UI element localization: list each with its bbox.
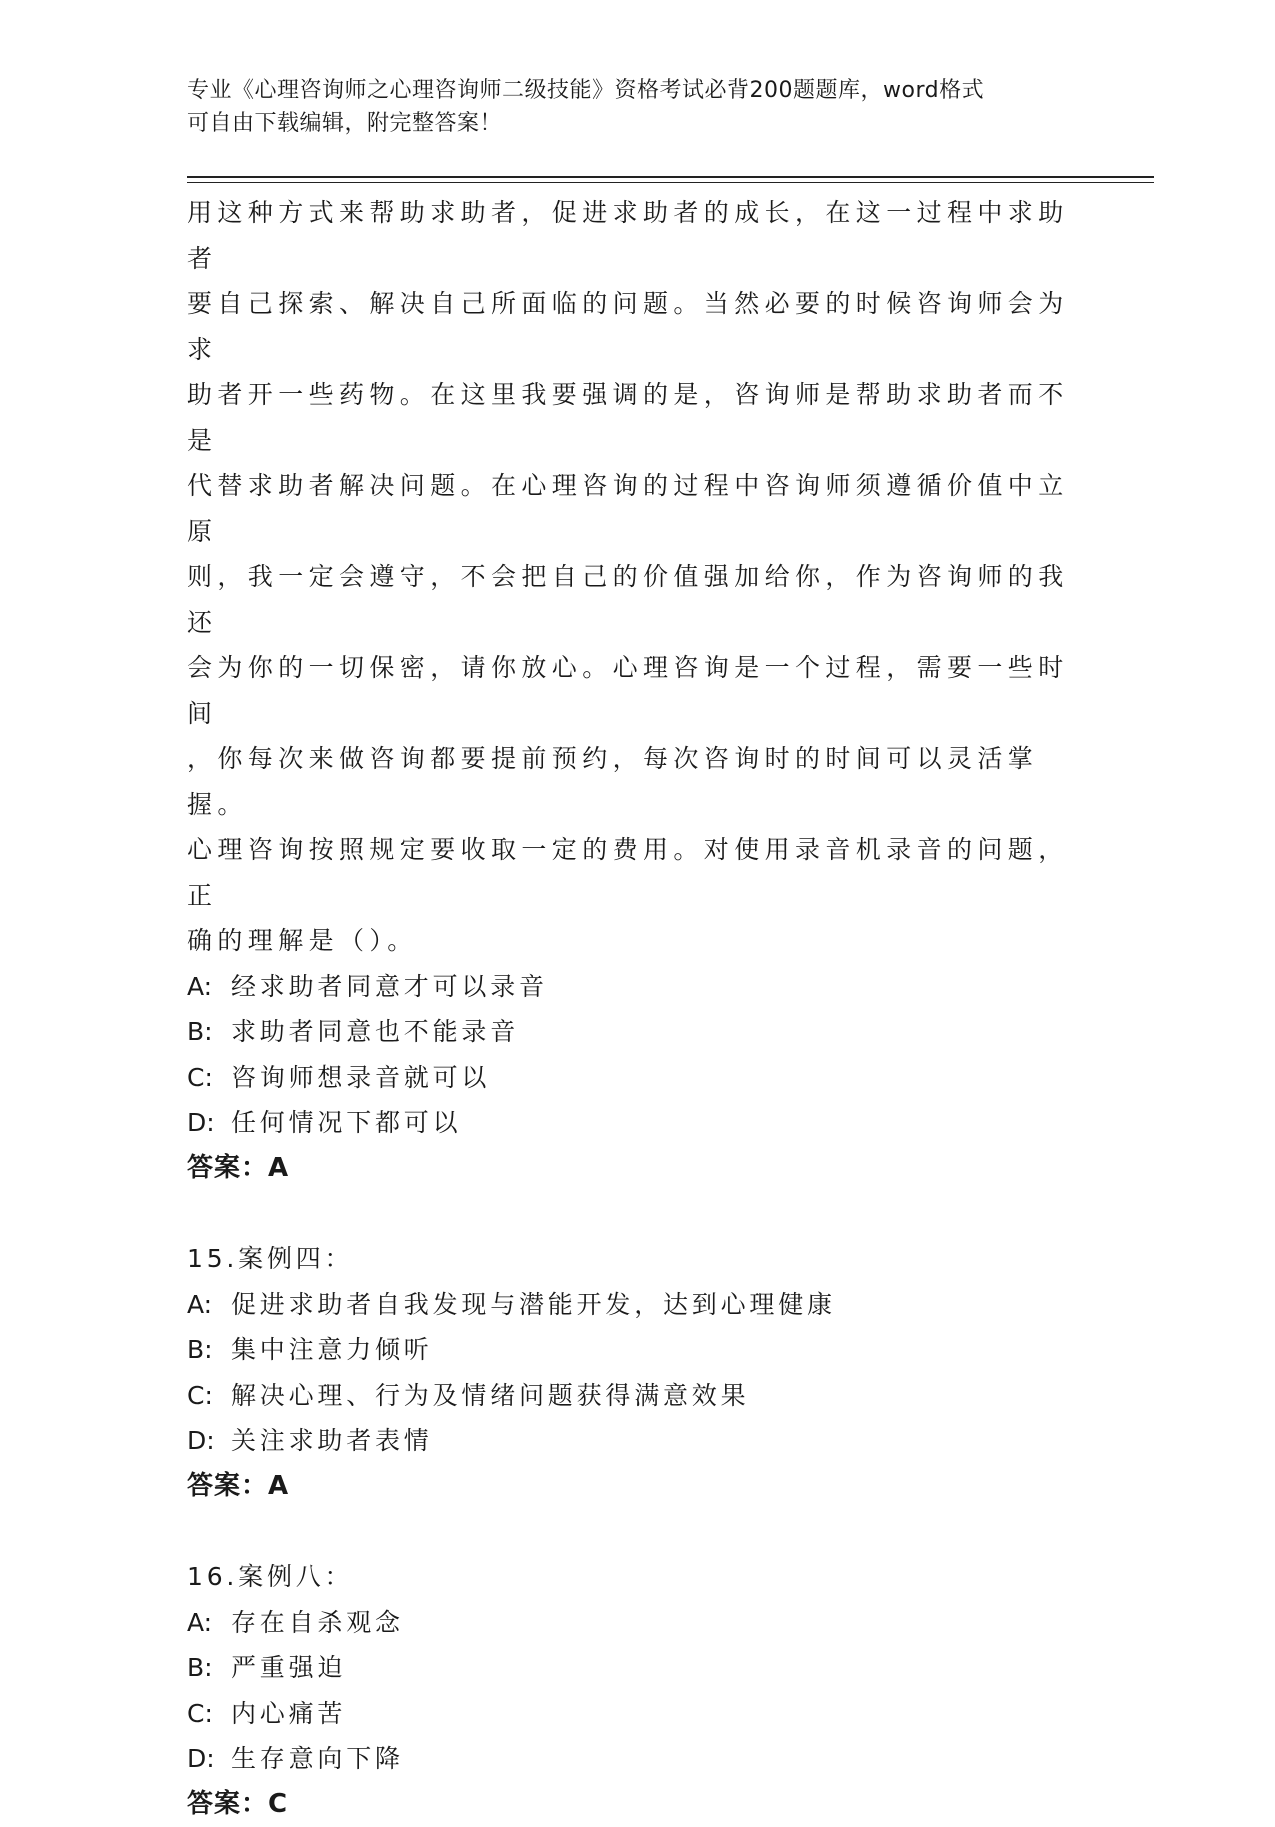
option-key: A:: [187, 964, 231, 1010]
option-text: 咨询师想录音就可以: [231, 1063, 490, 1092]
question-15: [187, 1236, 1087, 1509]
option-text: 生存意向下降: [231, 1744, 404, 1773]
option-text: 内心痛苦: [231, 1699, 346, 1728]
option-text: 解决心理、行为及情绪问题获得满意效果: [231, 1381, 749, 1410]
option-key: A:: [187, 1600, 231, 1646]
option-key: C:: [187, 1055, 231, 1101]
question-16-option-b: [187, 1645, 1087, 1691]
question-15-option-b: [187, 1327, 1087, 1373]
option-text: 任何情况下都可以: [231, 1108, 461, 1137]
document-body: [187, 190, 1087, 1827]
question-16-option-d: [187, 1736, 1087, 1782]
option-key: D:: [187, 1736, 231, 1782]
question-14-option-a: [187, 964, 1087, 1010]
question-16: [187, 1554, 1087, 1827]
option-text: 促进求助者自我发现与潜能开发，达到心理健康: [231, 1290, 836, 1319]
option-text: 集中注意力倾听: [231, 1335, 433, 1364]
spacer: [187, 1191, 1087, 1236]
header-rule-thin: [187, 182, 1154, 183]
option-key: C:: [187, 1691, 231, 1737]
question-16-title: 16.案例八：: [187, 1554, 1087, 1600]
option-text: 经求助者同意才可以录音: [231, 972, 548, 1001]
option-key: B:: [187, 1009, 231, 1055]
spacer: [187, 1509, 1087, 1554]
header-line-2: 可自由下载编辑，附完整答案！: [187, 107, 1087, 140]
question-16-option-a: [187, 1600, 1087, 1646]
question-15-option-c: [187, 1373, 1087, 1419]
header-line-1: 专业《心理咨询师之心理咨询师二级技能》资格考试必背200题题库，word格式: [187, 74, 1087, 107]
option-key: C:: [187, 1373, 231, 1419]
question-16-answer: 答案：C: [187, 1782, 1087, 1827]
option-text: 求助者同意也不能录音: [231, 1017, 519, 1046]
option-key: B:: [187, 1645, 231, 1691]
question-14-option-c: [187, 1055, 1087, 1101]
question-14-option-d: [187, 1100, 1087, 1146]
question-16-option-c: [187, 1691, 1087, 1737]
question-14-stem: 用这种方式来帮助求助者，促进求助者的成长，在这一过程中求助者 要自己探索、解决自己所面临的问题。当然必要的时候咨询师会为求 助者开一些药物。在这里我要强调的是，咨询师是帮助求助者而不是 代替求助者解决问题。在心理咨询的过程中咨询师须遵循价值中立原 则，我一定会遵守，不会把自己的价值强加给你，作为咨询师的我还 会为你的一切保密，请你放心。心理咨询是一个过程，需要一些时间 ，你每次来做咨询都要提前预约，每次咨询时的时间可以灵活掌握。 心理咨询按照规定要收取一定的费用。对使用录音机录音的问题，正 确的理解是（）。: [187, 190, 1087, 964]
question-15-answer: 答案：A: [187, 1464, 1087, 1510]
option-text: 存在自杀观念: [231, 1608, 404, 1637]
document-header: [187, 74, 1087, 140]
option-key: D:: [187, 1418, 231, 1464]
header-rule-thick: [187, 176, 1154, 178]
option-text: 关注求助者表情: [231, 1426, 433, 1455]
question-14-answer: 答案：A: [187, 1146, 1087, 1192]
question-15-option-a: [187, 1282, 1087, 1328]
option-key: A:: [187, 1282, 231, 1328]
option-text: 严重强迫: [231, 1653, 346, 1682]
question-15-title: 15.案例四：: [187, 1236, 1087, 1282]
question-14: [187, 190, 1087, 1191]
question-15-option-d: [187, 1418, 1087, 1464]
option-key: D:: [187, 1100, 231, 1146]
option-key: B:: [187, 1327, 231, 1373]
question-14-option-b: [187, 1009, 1087, 1055]
